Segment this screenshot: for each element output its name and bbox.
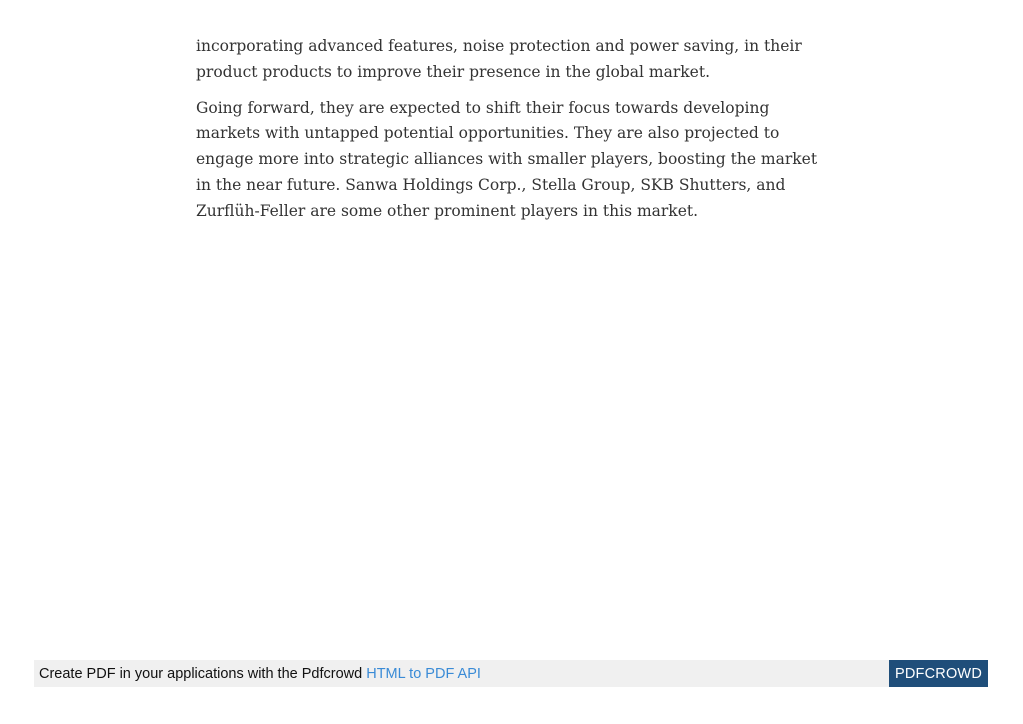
html-to-pdf-api-link[interactable]: HTML to PDF API bbox=[366, 665, 481, 682]
paragraph-intro: incorporating advanced features, noise protection and power saving, in their product products to improve their presence in the global market. bbox=[196, 37, 802, 81]
pdfcrowd-footer bbox=[34, 660, 988, 687]
paragraph-outlook: Going forward, they are expected to shift their focus towards developing markets with untapped potential opportunities. They are also projected to engage more into strategic alliances with smaller players, boosting the market in the near future. Sanwa Holdings Corp., Stella Group, SKB Shutters, and Zurflüh-Feller are some other prominent players in this market. bbox=[196, 98, 818, 220]
footer-prefix: Create PDF in your applications with the Pdfcrowd bbox=[39, 665, 367, 682]
document-body bbox=[196, 34, 836, 235]
pdfcrowd-brand-button[interactable]: PDFCROWD bbox=[889, 660, 988, 687]
footer-message bbox=[34, 666, 481, 682]
